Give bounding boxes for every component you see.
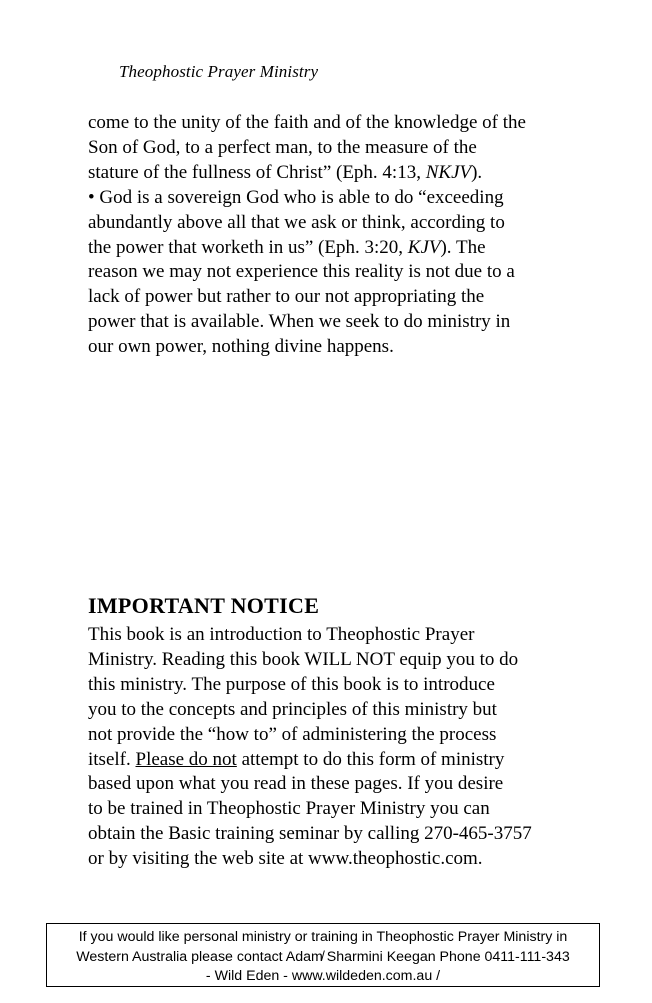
scripture-paragraph-line: Son of God, to a perfect man, to the measure of the xyxy=(88,136,477,158)
important-notice-text xyxy=(88,623,568,872)
notice-paragraph-line: obtain the Basic training seminar by calling 270-465-3757 xyxy=(88,823,532,845)
footer-line: Western Australia please contact Adam̸ Sharmini Keegan Phone 0411-111-343 xyxy=(76,948,570,965)
notice-paragraph-line: this ministry. The purpose of this book is to introduce xyxy=(88,673,495,695)
notice-paragraph-line: not provide the “how to” of administering the process xyxy=(88,723,497,745)
citation-version: NKJV xyxy=(425,161,472,183)
underlined-warning: Please do not xyxy=(135,748,237,770)
scripture-paragraph-line: reason we may not experience this reality is not due to a xyxy=(88,261,515,283)
notice-paragraph-line: based upon what you read in these pages. If you desire xyxy=(88,773,504,795)
notice-paragraph-line: itself. Please do not attempt to do this form of ministry xyxy=(88,748,505,770)
scripture-paragraph-line: abundantly above all that we ask or think, according to xyxy=(88,211,505,233)
scripture-paragraph-line: the power that worketh in us” (Eph. 3:20, KJV). The xyxy=(88,236,486,258)
notice-paragraph-line: you to the concepts and principles of this ministry but xyxy=(88,698,497,720)
notice-paragraph-line: or by visiting the web site at www.theophostic.com. xyxy=(88,848,483,870)
body-paragraph-scripture xyxy=(88,111,568,360)
notice-paragraph-line: Ministry. Reading this book WILL NOT equip you to do xyxy=(88,648,519,670)
scripture-paragraph-line: stature of the fullness of Christ” (Eph. 4:13, NKJV). xyxy=(88,161,483,183)
footer-line: - Wild Eden - www.wildeden.com.au / xyxy=(205,968,441,984)
scripture-paragraph-line: come to the unity of the faith and of the knowledge of the xyxy=(88,112,526,133)
notice-paragraph-line: to be trained in Theophostic Prayer Ministry you can xyxy=(88,798,490,820)
important-notice-heading: IMPORTANT NOTICE xyxy=(88,593,320,618)
scripture-paragraph-line: lack of power but rather to our not appropriating the xyxy=(88,286,485,308)
scripture-paragraph-line: our own power, nothing divine happens. xyxy=(88,336,394,358)
footer-line: If you would like personal ministry or training in Theophostic Prayer Ministry in xyxy=(78,929,568,945)
running-head: Theophostic Prayer Ministry xyxy=(119,62,319,81)
contact-footer-box xyxy=(46,923,600,987)
notice-paragraph-line: This book is an introduction to Theophostic Prayer xyxy=(88,624,475,645)
scripture-paragraph-line: • God is a sovereign God who is able to do “exceeding xyxy=(88,186,504,208)
citation-version: KJV xyxy=(407,236,441,258)
scripture-paragraph-line: power that is available. When we seek to do ministry in xyxy=(88,311,511,333)
